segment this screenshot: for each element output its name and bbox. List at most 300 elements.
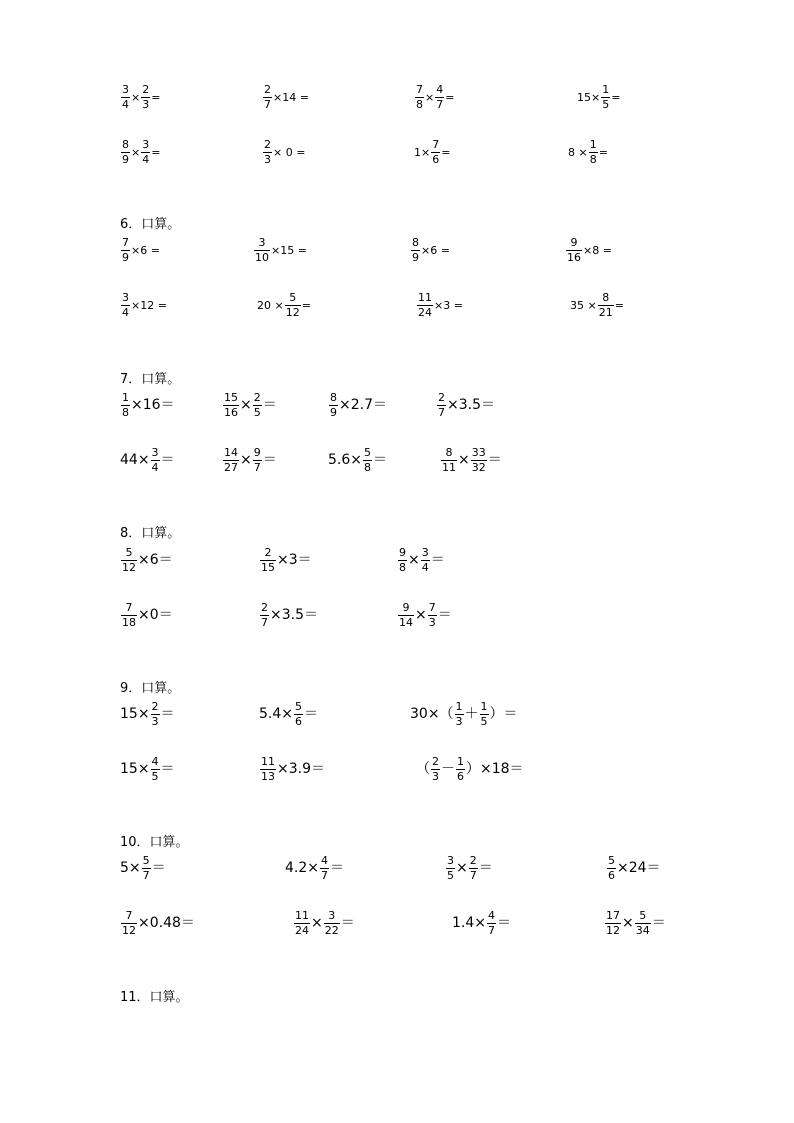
fraction [363, 447, 372, 473]
numerator: 9 [402, 601, 410, 614]
arithmetic-problem [606, 848, 661, 888]
numerator: 5 [289, 291, 297, 304]
section-heading: 7．口算。 [120, 371, 181, 387]
numerator: 3 [258, 236, 266, 249]
denominator: 6 [432, 153, 440, 166]
section-heading: 10．口算。 [120, 834, 189, 850]
section-heading: 11．口算。 [120, 989, 189, 1005]
fraction [431, 756, 440, 782]
operator-text: × [240, 397, 252, 413]
arithmetic-problem [222, 440, 277, 480]
fraction [260, 756, 276, 782]
fraction [223, 392, 239, 418]
operator-text: ×3＝ [277, 552, 312, 568]
fraction [253, 392, 262, 418]
problem-row [0, 285, 794, 325]
operator-text: = [151, 90, 161, 104]
operator-text: 15× [577, 90, 601, 104]
operator-text: 1× [414, 145, 431, 159]
denominator: 3 [432, 770, 439, 783]
numerator: 5 [125, 546, 133, 559]
arithmetic-problem [120, 694, 175, 734]
section-heading: 6．口算。 [120, 216, 181, 232]
numerator: 11 [418, 291, 432, 304]
operator-text: ＝ [437, 607, 452, 623]
numerator: 5 [639, 909, 647, 922]
numerator: 4 [151, 755, 159, 768]
problem-row [0, 694, 794, 734]
operator-text: ＝ [160, 761, 175, 777]
fraction [253, 447, 262, 473]
fraction [607, 855, 616, 881]
operator-text: × [408, 552, 420, 568]
fraction [417, 292, 433, 318]
arithmetic-problem [410, 230, 450, 270]
operator-text: × [622, 915, 634, 931]
denominator: 22 [324, 924, 339, 937]
denominator: 18 [122, 616, 136, 629]
denominator: 12 [285, 306, 300, 319]
numerator: 3 [447, 854, 454, 867]
denominator: 5 [602, 98, 610, 111]
arithmetic-problem [120, 77, 160, 117]
operator-text: = [445, 90, 455, 104]
fraction [487, 910, 496, 936]
operator-text: ×12 = [131, 298, 167, 312]
numerator: 8 [412, 236, 419, 249]
numerator: 1 [602, 83, 610, 96]
fraction [421, 547, 430, 573]
operator-text: × 0 = [273, 145, 306, 159]
fraction [598, 292, 614, 318]
numerator: 8 [122, 138, 129, 151]
denominator: 7 [436, 98, 444, 111]
operator-text: × [131, 90, 141, 104]
arithmetic-problem [570, 285, 624, 325]
problem-row [0, 77, 794, 117]
fraction [455, 701, 464, 727]
fraction [141, 139, 150, 165]
arithmetic-problem [253, 230, 307, 270]
arithmetic-problem [285, 848, 344, 888]
fraction [589, 139, 598, 165]
denominator: 8 [589, 153, 597, 166]
fraction [431, 139, 440, 165]
fraction [121, 547, 137, 573]
problem-row [0, 848, 794, 888]
denominator: 7 [469, 869, 477, 882]
operator-text: ×24＝ [617, 860, 661, 876]
operator-text: ×3.9＝ [277, 761, 325, 777]
operator-text: 5× [120, 860, 141, 876]
fraction [398, 547, 407, 573]
numerator: 5 [142, 854, 150, 867]
arithmetic-problem [120, 385, 175, 425]
numerator: 7 [416, 83, 423, 96]
numerator: 2 [432, 755, 439, 768]
problem-row [0, 595, 794, 635]
numerator: 2 [151, 700, 159, 713]
denominator: 6 [608, 869, 615, 882]
operator-text: ×8 = [583, 243, 612, 257]
arithmetic-problem [416, 749, 524, 789]
fraction [142, 855, 151, 881]
numerator: 2 [253, 391, 261, 404]
problem-row [0, 385, 794, 425]
denominator: 16 [224, 406, 238, 419]
operator-text: ＝ [340, 915, 355, 931]
operator-text: ）×18＝ [466, 761, 524, 777]
numerator: 3 [122, 291, 129, 304]
fraction [263, 139, 272, 165]
denominator: 9 [122, 251, 129, 264]
denominator: 3 [264, 153, 271, 166]
operator-text: = [614, 298, 624, 312]
arithmetic-problem [568, 132, 608, 172]
numerator: 3 [328, 909, 336, 922]
operator-text: × [131, 145, 141, 159]
denominator: 8 [399, 561, 406, 574]
numerator: 7 [432, 138, 440, 151]
numerator: 1 [457, 755, 464, 768]
problem-row [0, 440, 794, 480]
operator-text: 1.4× [452, 915, 486, 931]
fraction [260, 602, 269, 628]
operator-text: ×0＝ [138, 607, 173, 623]
arithmetic-problem [414, 77, 454, 117]
numerator: 11 [295, 909, 309, 922]
operator-text: ＝ [651, 915, 666, 931]
numerator: 8 [330, 391, 337, 404]
numerator: 9 [570, 236, 578, 249]
numerator: 33 [471, 446, 486, 459]
arithmetic-problem [328, 385, 387, 425]
arithmetic-problem [410, 694, 518, 734]
arithmetic-problem [414, 132, 450, 172]
operator-text: × [415, 607, 427, 623]
numerator: 11 [261, 755, 275, 768]
denominator: 7 [438, 406, 445, 419]
numerator: 1 [480, 700, 488, 713]
denominator: 24 [295, 924, 309, 937]
operator-text: ＝ [373, 452, 387, 468]
fraction [121, 292, 130, 318]
arithmetic-problem [445, 848, 493, 888]
arithmetic-problem [257, 285, 311, 325]
fraction [320, 855, 329, 881]
denominator: 4 [122, 98, 129, 111]
numerator: 9 [399, 546, 406, 559]
denominator: 16 [567, 251, 581, 264]
operator-text: × [456, 860, 468, 876]
arithmetic-problem [328, 440, 387, 480]
fraction [294, 910, 310, 936]
numerator: 8 [445, 446, 453, 459]
numerator: 3 [122, 83, 129, 96]
operator-text: ＝ [262, 397, 277, 413]
fraction [121, 139, 130, 165]
fraction [456, 756, 465, 782]
denominator: 11 [442, 461, 456, 474]
denominator: 6 [295, 715, 302, 728]
section-heading: 9．口算。 [120, 680, 181, 696]
operator-text: × [240, 452, 252, 468]
arithmetic-problem [565, 230, 612, 270]
fraction [121, 237, 130, 263]
numerator: 4 [488, 909, 495, 922]
arithmetic-problem [436, 385, 495, 425]
arithmetic-problem [452, 903, 511, 943]
numerator: 8 [602, 291, 610, 304]
operator-text: ×16＝ [131, 397, 175, 413]
operator-text: ＝ [160, 452, 175, 468]
fraction [121, 910, 137, 936]
numerator: 2 [438, 391, 445, 404]
numerator: 4 [436, 83, 444, 96]
fraction [285, 292, 301, 318]
denominator: 4 [151, 461, 159, 474]
fraction [294, 701, 303, 727]
operator-text: 35 × [570, 298, 597, 312]
fraction [260, 547, 276, 573]
fraction [141, 84, 150, 110]
numerator: 3 [421, 546, 429, 559]
fraction [121, 392, 130, 418]
problem-row [0, 749, 794, 789]
numerator: 1 [122, 391, 129, 404]
operator-text: = [301, 298, 311, 312]
denominator: 12 [122, 924, 136, 937]
problem-row [0, 132, 794, 172]
operator-text: ×6 = [421, 243, 450, 257]
fraction [415, 84, 424, 110]
operator-text: = [151, 145, 161, 159]
operator-text: － [441, 761, 455, 777]
numerator: 3 [142, 138, 150, 151]
denominator: 7 [253, 461, 261, 474]
operator-text: 5.6× [328, 452, 362, 468]
denominator: 12 [606, 924, 620, 937]
numerator: 7 [125, 909, 133, 922]
arithmetic-problem [577, 77, 620, 117]
arithmetic-problem [222, 385, 277, 425]
denominator: 7 [142, 869, 150, 882]
denominator: 3 [142, 98, 150, 111]
fraction [223, 447, 239, 473]
denominator: 7 [488, 924, 495, 937]
operator-text: = [441, 145, 451, 159]
fraction [121, 84, 130, 110]
numerator: 15 [224, 391, 238, 404]
denominator: 4 [421, 561, 429, 574]
denominator: 4 [142, 153, 150, 166]
denominator: 6 [457, 770, 464, 783]
numerator: 5 [608, 854, 615, 867]
numerator: 3 [151, 446, 159, 459]
fraction [441, 447, 457, 473]
operator-text: ×3 = [434, 298, 463, 312]
fraction [480, 701, 489, 727]
operator-text: × [311, 915, 323, 931]
denominator: 34 [635, 924, 650, 937]
numerator: 2 [264, 138, 271, 151]
arithmetic-problem [259, 595, 318, 635]
arithmetic-problem [120, 848, 166, 888]
operator-text: ＋ [464, 706, 479, 722]
denominator: 3 [428, 616, 436, 629]
operator-text: 44× [120, 452, 150, 468]
operator-text: ＝ [304, 706, 318, 722]
arithmetic-problem [604, 903, 666, 943]
denominator: 7 [321, 869, 328, 882]
fraction [471, 447, 487, 473]
operator-text: ×6 = [131, 243, 160, 257]
numerator: 1 [589, 138, 597, 151]
fraction [469, 855, 478, 881]
section-heading: 8．口算。 [120, 525, 181, 541]
operator-text: ＝ [478, 860, 493, 876]
denominator: 8 [122, 406, 129, 419]
operator-text: ×3.5＝ [447, 397, 495, 413]
arithmetic-problem [262, 77, 309, 117]
arithmetic-problem [293, 903, 355, 943]
operator-text: ）＝ [489, 706, 518, 722]
numerator: 1 [455, 700, 463, 713]
fraction [324, 910, 340, 936]
arithmetic-problem [440, 440, 502, 480]
fraction [254, 237, 270, 263]
numerator: 2 [469, 854, 477, 867]
operator-text: 15× [120, 706, 150, 722]
numerator: 17 [606, 909, 620, 922]
arithmetic-problem [416, 285, 463, 325]
numerator: 2 [261, 601, 268, 614]
arithmetic-problem [120, 132, 160, 172]
operator-text: × [425, 90, 435, 104]
operator-text: × [458, 452, 470, 468]
numerator: 2 [264, 546, 272, 559]
operator-text: = [611, 90, 621, 104]
denominator: 3 [151, 715, 159, 728]
fraction [151, 701, 160, 727]
operator-text: ×6＝ [138, 552, 173, 568]
fraction [605, 910, 621, 936]
denominator: 15 [261, 561, 275, 574]
operator-text: （ [416, 761, 430, 777]
fraction [635, 910, 651, 936]
numerator: 7 [125, 601, 133, 614]
operator-text: ＝ [262, 452, 277, 468]
fraction [601, 84, 610, 110]
operator-text: 15× [120, 761, 150, 777]
fraction [446, 855, 455, 881]
arithmetic-problem [120, 749, 175, 789]
arithmetic-problem [120, 595, 173, 635]
denominator: 27 [224, 461, 238, 474]
numerator: 9 [253, 446, 261, 459]
denominator: 5 [253, 406, 261, 419]
fraction [566, 237, 582, 263]
denominator: 9 [330, 406, 337, 419]
numerator: 14 [224, 446, 238, 459]
denominator: 4 [122, 306, 129, 319]
fraction [329, 392, 338, 418]
problem-row [0, 230, 794, 270]
arithmetic-problem [397, 540, 445, 580]
fraction [398, 602, 414, 628]
denominator: 8 [416, 98, 423, 111]
fraction [151, 756, 160, 782]
numerator: 5 [364, 446, 371, 459]
fraction [263, 84, 272, 110]
arithmetic-problem [262, 132, 305, 172]
denominator: 9 [122, 153, 129, 166]
arithmetic-problem [397, 595, 452, 635]
denominator: 5 [447, 869, 454, 882]
fraction [437, 392, 446, 418]
operator-text: ×0.48＝ [138, 915, 195, 931]
numerator: 2 [264, 83, 271, 96]
denominator: 9 [412, 251, 419, 264]
operator-text: 8 × [568, 145, 588, 159]
denominator: 7 [261, 616, 268, 629]
denominator: 32 [471, 461, 486, 474]
operator-text: ＝ [330, 860, 344, 876]
arithmetic-problem [259, 694, 318, 734]
denominator: 7 [264, 98, 271, 111]
arithmetic-problem [120, 285, 167, 325]
operator-text: ×3.5＝ [270, 607, 318, 623]
denominator: 5 [151, 770, 159, 783]
operator-text: ＝ [151, 860, 166, 876]
arithmetic-problem [120, 230, 160, 270]
operator-text: = [598, 145, 608, 159]
denominator: 12 [122, 561, 136, 574]
operator-text: ×14 = [273, 90, 309, 104]
operator-text: ＝ [497, 915, 511, 931]
problem-row [0, 903, 794, 943]
arithmetic-problem [120, 540, 173, 580]
fraction [411, 237, 420, 263]
denominator: 10 [255, 251, 269, 264]
numerator: 7 [122, 236, 129, 249]
denominator: 24 [418, 306, 432, 319]
denominator: 3 [455, 715, 463, 728]
numerator: 7 [428, 601, 436, 614]
denominator: 5 [480, 715, 488, 728]
denominator: 21 [598, 306, 613, 319]
operator-text: ×2.7＝ [339, 397, 387, 413]
denominator: 13 [261, 770, 275, 783]
fraction [151, 447, 160, 473]
operator-text: 5.4× [259, 706, 293, 722]
operator-text: 30×（ [410, 706, 454, 722]
denominator: 14 [399, 616, 413, 629]
problem-row [0, 540, 794, 580]
operator-text: ×15 = [271, 243, 307, 257]
fraction [435, 84, 444, 110]
numerator: 2 [142, 83, 150, 96]
denominator: 8 [364, 461, 371, 474]
numerator: 4 [321, 854, 328, 867]
arithmetic-problem [120, 440, 175, 480]
fraction [121, 602, 137, 628]
operator-text: 4.2× [285, 860, 319, 876]
numerator: 5 [295, 700, 302, 713]
operator-text: 20 × [257, 298, 284, 312]
operator-text: ＝ [487, 452, 502, 468]
operator-text: ＝ [160, 706, 175, 722]
